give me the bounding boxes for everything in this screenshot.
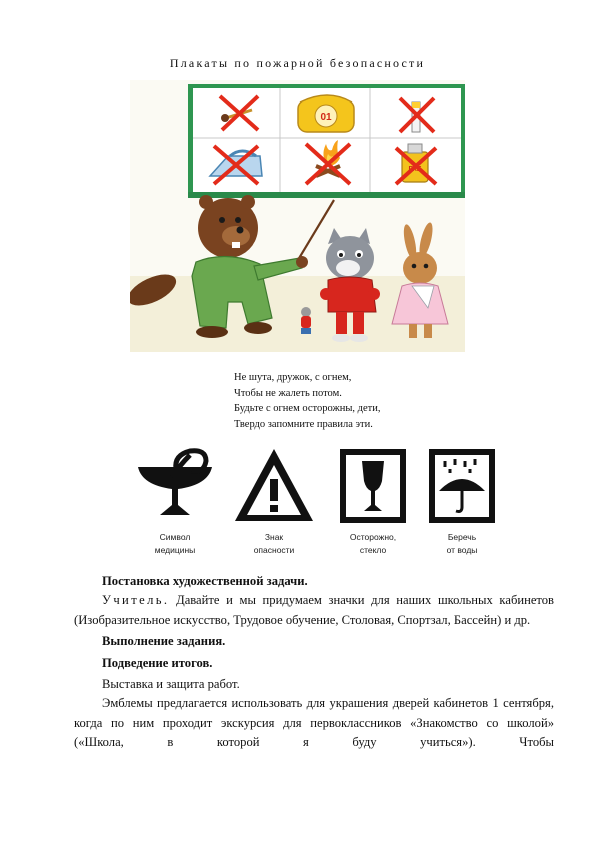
sign-keep-dry	[415, 445, 509, 557]
page-title: Плакаты по пожарной безопасности	[169, 56, 426, 70]
teacher-speech: Давайте и мы придумаем значки для наших школьных кабинетов (Изобразительное искусство, Трудовое обучение, Столовая, Спортзал, Бассейн) и др.	[74, 593, 554, 627]
sign-caption: Знак опасности	[253, 532, 295, 555]
poem-line: Будьте с огнем осторожны, дети,	[234, 403, 381, 414]
medicine-bowl-icon	[132, 445, 218, 525]
poem-line: Не шута, дружок, с огнем,	[234, 372, 352, 383]
sign-medicine	[128, 445, 222, 557]
warning-triangle-icon	[231, 445, 317, 525]
sign-danger	[227, 445, 321, 557]
sign-caption: Осторожно, стекло	[349, 532, 397, 555]
sign-fragile	[326, 445, 420, 557]
sign-caption: Беречь от воды	[446, 532, 478, 555]
task-heading: Постановка художественной задачи.	[102, 574, 308, 588]
signs-row	[0, 445, 595, 570]
poem-line: Твердо запомните правила эти.	[234, 418, 373, 430]
teacher-paragraph	[74, 591, 554, 630]
emblems-paragraph: Эмблемы предлагается использовать для украшения дверей кабинетов 1 сентября, когда по ним проходит экскурсия для первоклассников «Знакомство со школой» («Школа, в которой я буду учиться»). Чтобы	[74, 696, 554, 750]
phone-icon	[298, 95, 354, 132]
phone-number-label: 01	[320, 112, 332, 123]
execution-heading: Выполнение задания.	[102, 634, 226, 649]
exhibition-text: Выставка и защита работ.	[102, 677, 240, 692]
poem-line: Чтобы не жалеть потом.	[234, 387, 342, 399]
fire-safety-illustration	[130, 80, 465, 352]
body-text	[74, 572, 554, 753]
fragile-glass-icon	[330, 445, 416, 525]
teacher-label: Учитель.	[102, 593, 170, 608]
summary-heading: Подведение итогов.	[102, 655, 213, 670]
mouse-figure	[301, 307, 311, 334]
poem	[234, 370, 380, 432]
umbrella-rain-icon	[419, 445, 505, 525]
sign-caption: Символ медицины	[154, 532, 196, 555]
